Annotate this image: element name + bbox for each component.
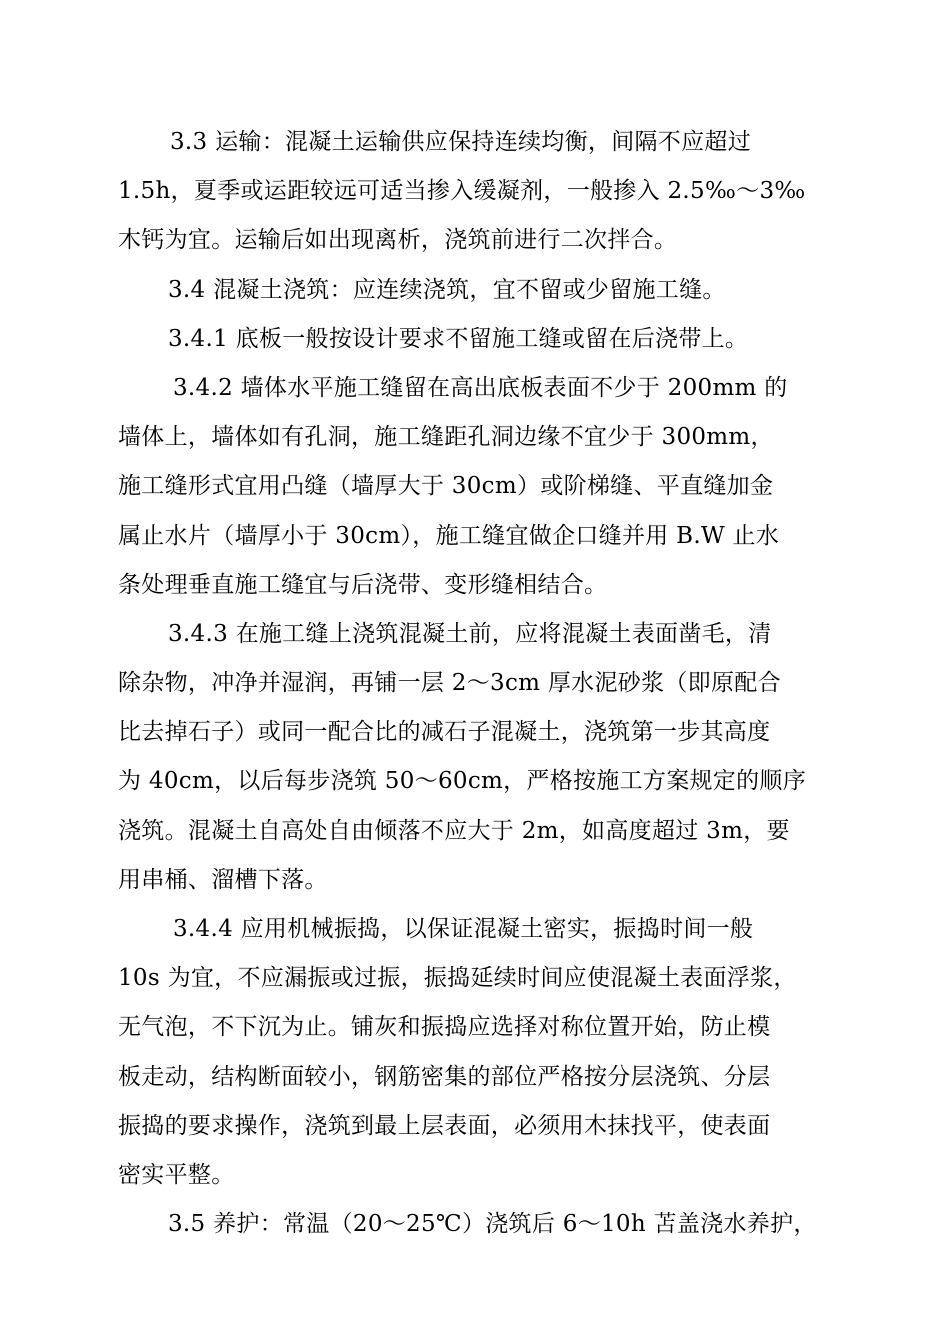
paragraph-line: 浇筑。混凝土自高处自由倾落不应大于 2m，如高度超过 3m，要 (118, 817, 790, 844)
paragraph-line: 10s 为宜，不应漏振或过振，振捣延续时间应使混凝土表面浮浆， (118, 965, 797, 992)
paragraph-line: 3.4 混凝土浇筑：应连续浇筑，宜不留或少留施工缝。 (168, 276, 726, 303)
paragraph-3-4-4 (118, 905, 838, 1200)
paragraph-line: 3.4.3 在施工缝上浇筑混凝土前，应将混凝土表面凿毛，清 (168, 620, 772, 647)
paragraph-line: 3.5 养护：常温（20～25℃）浇筑后 6～10h 苫盖浇水养护， (168, 1211, 817, 1238)
paragraph-line: 墙体上，墙体如有孔洞，施工缝距孔洞边缘不宜少于 300mm， (118, 424, 774, 451)
paragraph-line: 3.4.1 底板一般按设计要求不留施工缝或留在后浇带上。 (168, 325, 749, 352)
paragraph-line: 为 40cm，以后每步浇筑 50～60cm，严格按施工方案规定的顺序 (118, 768, 807, 795)
paragraph-line: 施工缝形式宜用凸缝（墙厚大于 30cm）或阶梯缝、平直缝加金 (118, 473, 774, 500)
paragraph-line: 属止水片（墙厚小于 30cm），施工缝宜做企口缝并用 B.W 止水 (118, 522, 780, 549)
document-body (118, 118, 838, 1249)
paragraph-line: 比去掉石子）或同一配合比的减石子混凝土，浇筑第一步其高度 (118, 719, 771, 746)
paragraph-3-5 (118, 1200, 838, 1249)
paragraph-3-4-2 (118, 364, 838, 610)
paragraph-line: 密实平整。 (118, 1161, 235, 1188)
paragraph-line: 条处理垂直施工缝宜与后浇带、变形缝相结合。 (118, 571, 608, 598)
paragraph-line: 1.5h，夏季或运距较远可适当掺入缓凝剂，一般掺入 2.5‰～3‰ (118, 178, 806, 205)
paragraph-3-4-1 (118, 315, 838, 364)
paragraph-3-4-3 (118, 610, 838, 905)
paragraph-line: 用串桶、溜槽下落。 (118, 866, 328, 893)
paragraph-3-4 (118, 266, 838, 315)
paragraph-line: 3.4.4 应用机械振捣，以保证混凝土密实，振捣时间一般 (173, 916, 754, 942)
paragraph-line: 除杂物，冲净并湿润，再铺一层 2～3cm 厚水泥砂浆（即原配合 (118, 670, 781, 697)
paragraph-line: 无气泡，不下沉为止。铺灰和振捣应选择对称位置开始，防止模 (118, 1014, 771, 1041)
paragraph-line: 3.3 运输：混凝土运输供应保持连续均衡，间隔不应超过 (170, 129, 751, 155)
paragraph-line: 振捣的要求操作，浇筑到最上层表面，必须用木抹找平，使表面 (118, 1112, 771, 1139)
paragraph-line: 木钙为宜。运输后如出现离析，浇筑前进行二次拌合。 (118, 227, 678, 254)
paragraph-line: 板走动，结构断面较小，钢筋密集的部位严格按分层浇筑、分层 (118, 1063, 771, 1090)
paragraph-line: 3.4.2 墙体水平施工缝留在高出底板表面不少于 200mm 的 (173, 374, 788, 401)
paragraph-3-3 (118, 118, 838, 266)
